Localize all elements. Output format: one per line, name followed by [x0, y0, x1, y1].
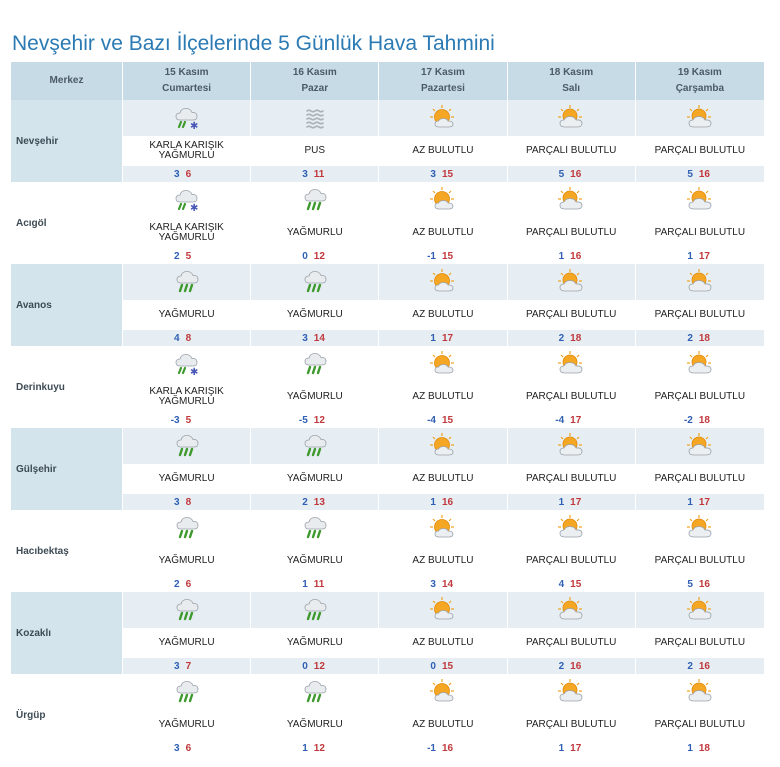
forecast-table — [11, 62, 764, 756]
forecast-temperature-row — [11, 330, 764, 346]
partly-sunny-icon — [379, 677, 506, 707]
min-temperature: -1 — [427, 742, 436, 754]
rain-icon — [123, 267, 250, 297]
weather-icon-cell — [123, 592, 251, 628]
weather-icon-cell — [508, 592, 636, 628]
min-temperature: 3 — [174, 742, 180, 754]
weather-condition-text: PARÇALI BULUTLU — [508, 136, 636, 166]
temperature-cell — [636, 248, 764, 264]
weather-icon-cell — [636, 264, 764, 300]
min-temperature: 3 — [174, 660, 180, 672]
weather-condition-text: PARÇALI BULUTLU — [508, 382, 636, 412]
weather-condition-text: AZ BULUTLU — [379, 382, 507, 412]
weather-icon-cell — [123, 100, 251, 136]
location-name: Ürgüp — [11, 674, 123, 756]
temperature-cell — [251, 248, 379, 264]
partly-sunny-icon — [379, 595, 506, 625]
min-temperature: 3 — [430, 168, 436, 180]
partly-cloudy-icon — [508, 595, 635, 625]
partly-cloudy-icon — [508, 513, 635, 543]
max-temperature: 18 — [698, 742, 710, 754]
day-header — [251, 62, 379, 100]
min-temperature: 2 — [687, 660, 693, 672]
weather-condition-text: YAĞMURLU — [123, 464, 251, 494]
weather-icon-cell — [379, 674, 507, 710]
temperature-cell — [251, 494, 379, 510]
rain-icon — [251, 513, 378, 543]
rain-icon — [251, 677, 378, 707]
min-temperature: 2 — [174, 250, 180, 262]
temperature-cell — [123, 494, 251, 510]
weather-condition-text: YAĞMURLU — [251, 628, 379, 658]
weather-icon-cell — [251, 182, 379, 218]
rain-icon — [251, 349, 378, 379]
max-temperature: 12 — [313, 414, 325, 426]
forecast-temperature-row — [11, 166, 764, 182]
partly-cloudy-icon — [508, 267, 635, 297]
temperature-cell — [508, 248, 636, 264]
rain-icon — [251, 595, 378, 625]
max-temperature: 8 — [185, 496, 192, 508]
weather-condition-text: YAĞMURLU — [123, 546, 251, 576]
weather-condition-text: YAĞMURLU — [251, 218, 379, 248]
day-weekday: Çarşamba — [675, 83, 725, 94]
temperature-cell — [123, 248, 251, 264]
weather-condition-text: YAĞMURLU — [251, 382, 379, 412]
temperature-cell — [508, 658, 636, 674]
weather-icon-cell — [123, 510, 251, 546]
min-temperature: 5 — [687, 168, 693, 180]
temperature-cell — [508, 494, 636, 510]
weather-condition-text: YAĞMURLU — [251, 464, 379, 494]
weather-icon-cell — [379, 510, 507, 546]
partly-cloudy-icon — [508, 185, 635, 215]
weather-icon-cell — [251, 100, 379, 136]
min-temperature: 1 — [302, 578, 308, 590]
min-temperature: 0 — [302, 250, 308, 262]
min-temperature: 3 — [430, 578, 436, 590]
partly-cloudy-icon — [636, 513, 764, 543]
min-temperature: 2 — [558, 660, 565, 672]
forecast-condition-row — [11, 382, 764, 412]
weather-condition-text: PARÇALI BULUTLU — [508, 628, 636, 658]
min-temperature: 1 — [687, 742, 693, 754]
weather-condition-text: YAĞMURLU — [123, 710, 251, 740]
rain-icon — [251, 431, 378, 461]
temperature-cell — [508, 576, 636, 592]
weather-condition-text: KARLA KARIŞIK YAĞMURLU — [123, 136, 251, 166]
temperature-cell — [251, 658, 379, 674]
partly-cloudy-icon — [636, 185, 764, 215]
weather-icon-cell — [508, 346, 636, 382]
rain-icon — [123, 431, 250, 461]
max-temperature: 11 — [313, 578, 325, 590]
min-temperature: 1 — [430, 496, 436, 508]
max-temperature: 18 — [698, 332, 710, 344]
forecast-condition-row — [11, 546, 764, 576]
weather-condition-text: PARÇALI BULUTLU — [508, 464, 636, 494]
partly-cloudy-icon — [508, 349, 635, 379]
max-temperature: 16 — [570, 168, 582, 180]
weather-icon-cell — [508, 674, 636, 710]
partly-sunny-icon — [379, 267, 506, 297]
max-temperature: 5 — [185, 414, 192, 426]
max-temperature: 16 — [698, 578, 710, 590]
max-temperature: 13 — [313, 496, 325, 508]
weather-condition-text: AZ BULUTLU — [379, 628, 507, 658]
min-temperature: 3 — [174, 496, 180, 508]
temperature-cell — [123, 330, 251, 346]
day-header — [508, 62, 636, 100]
location-name: Nevşehir — [11, 100, 123, 182]
weather-condition-text: AZ BULUTLU — [379, 300, 507, 330]
fog-icon — [251, 103, 378, 133]
forecast-icon-row — [11, 346, 764, 382]
max-temperature: 15 — [570, 578, 582, 590]
temperature-cell — [508, 166, 636, 182]
location-name: Gülşehir — [11, 428, 123, 510]
max-temperature: 16 — [570, 250, 582, 262]
day-weekday: Cumartesi — [162, 83, 212, 94]
weather-icon-cell — [123, 264, 251, 300]
temperature-cell — [508, 740, 636, 756]
forecast-icon-row — [11, 428, 764, 464]
min-temperature: -4 — [427, 414, 436, 426]
min-temperature: 1 — [687, 250, 693, 262]
temperature-cell — [636, 740, 764, 756]
weather-condition-text: PARÇALI BULUTLU — [636, 464, 764, 494]
page-title: Nevşehir ve Bazı İlçelerinde 5 Günlük Hava Tahmini — [12, 32, 495, 56]
max-temperature: 16 — [441, 742, 454, 754]
temperature-cell — [636, 494, 764, 510]
weather-condition-text: PARÇALI BULUTLU — [636, 628, 764, 658]
max-temperature: 17 — [698, 250, 710, 262]
min-temperature: 0 — [302, 660, 308, 672]
partly-sunny-icon — [379, 431, 506, 461]
partly-cloudy-icon — [636, 431, 764, 461]
min-temperature: -5 — [298, 414, 308, 426]
weather-condition-text: KARLA KARIŞIK YAĞMURLU — [123, 382, 251, 412]
partly-cloudy-icon — [636, 267, 764, 297]
forecast-icon-row — [11, 674, 764, 710]
weather-condition-text: KARLA KARIŞIK YAĞMURLU — [123, 218, 251, 248]
min-temperature: 0 — [430, 660, 436, 672]
weather-condition-text: PARÇALI BULUTLU — [654, 719, 746, 730]
max-temperature: 15 — [441, 660, 454, 672]
max-temperature: 17 — [570, 414, 582, 426]
sleet-icon — [123, 103, 250, 133]
temperature-cell — [251, 166, 379, 182]
day-date: 16 Kasım — [292, 67, 337, 78]
temperature-cell — [379, 576, 507, 592]
weather-icon-cell — [508, 510, 636, 546]
temperature-cell — [123, 576, 251, 592]
temperature-cell — [379, 330, 507, 346]
temperature-cell — [251, 740, 379, 756]
weather-condition-text: AZ BULUTLU — [379, 710, 507, 740]
min-temperature: 3 — [174, 168, 180, 180]
weather-condition-text: PARÇALI BULUTLU — [636, 136, 764, 166]
forecast-temperature-row — [11, 412, 764, 428]
rain-icon — [123, 677, 250, 707]
forecast-temperature-row — [11, 658, 764, 674]
partly-sunny-icon — [379, 349, 506, 379]
forecast-condition-row — [11, 628, 764, 658]
max-temperature: 17 — [570, 496, 582, 508]
max-temperature: 12 — [313, 660, 325, 672]
weather-icon-cell — [251, 510, 379, 546]
min-temperature: 2 — [558, 332, 565, 344]
weather-icon-cell — [379, 182, 507, 218]
weather-icon-cell — [379, 264, 507, 300]
partly-sunny-icon — [379, 103, 506, 133]
min-temperature: 5 — [558, 168, 565, 180]
max-temperature: 12 — [313, 742, 325, 754]
max-temperature: 11 — [313, 168, 325, 180]
max-temperature: 16 — [698, 660, 710, 672]
weather-condition-text: YAĞMURLU — [251, 546, 379, 576]
min-temperature: -3 — [170, 414, 180, 426]
min-temperature: 2 — [302, 496, 308, 508]
location-name: Derinkuyu — [11, 346, 123, 428]
svg-text:✱: ✱ — [189, 203, 198, 214]
forecast-icon-row — [11, 592, 764, 628]
sleet-icon — [123, 349, 250, 379]
min-temperature: 2 — [174, 578, 180, 590]
rain-icon — [251, 267, 378, 297]
sleet-icon — [123, 185, 250, 215]
weather-icon-cell — [123, 428, 251, 464]
weather-icon-cell — [251, 592, 379, 628]
weather-icon-cell — [123, 346, 251, 382]
weather-icon-cell — [508, 264, 636, 300]
temperature-cell — [379, 166, 507, 182]
partly-cloudy-icon — [636, 677, 764, 707]
rain-icon — [123, 595, 250, 625]
partly-cloudy-icon — [508, 677, 635, 707]
max-temperature: 6 — [185, 168, 192, 180]
day-date: 17 Kasım — [421, 67, 465, 78]
forecast-condition-row — [11, 218, 764, 248]
weather-icon-cell — [636, 346, 764, 382]
weather-icon-cell — [636, 674, 764, 710]
rain-icon — [251, 185, 378, 215]
partly-cloudy-icon — [508, 431, 635, 461]
day-weekday: Salı — [562, 83, 581, 94]
temperature-cell — [379, 248, 507, 264]
location-name: Acıgöl — [11, 182, 123, 264]
temperature-cell — [508, 412, 636, 428]
weather-icon-cell — [379, 428, 507, 464]
max-temperature: 14 — [313, 332, 325, 344]
weather-condition-text: AZ BULUTLU — [379, 136, 507, 166]
weather-condition-text: PARÇALI BULUTLU — [508, 546, 636, 576]
min-temperature: 1 — [558, 250, 565, 262]
max-temperature: 12 — [313, 250, 325, 262]
forecast-icon-row — [11, 100, 764, 136]
min-temperature: 1 — [302, 742, 308, 754]
weather-icon-cell — [123, 182, 251, 218]
weather-icon-cell — [636, 510, 764, 546]
temperature-cell — [636, 576, 764, 592]
day-date: 19 Kasım — [677, 67, 722, 78]
min-temperature: 3 — [302, 332, 308, 344]
max-temperature: 8 — [185, 332, 192, 344]
min-temperature: -2 — [683, 414, 693, 426]
min-temperature: 4 — [174, 332, 180, 344]
weather-condition-text: YAĞMURLU — [251, 710, 379, 740]
max-temperature: 18 — [570, 332, 582, 344]
forecast-temperature-row — [11, 576, 764, 592]
weather-condition-text: PARÇALI BULUTLU — [508, 300, 636, 330]
partly-cloudy-icon — [636, 349, 764, 379]
day-weekday: Pazartesi — [421, 83, 465, 94]
max-temperature: 18 — [698, 414, 710, 426]
weather-icon-cell — [636, 428, 764, 464]
forecast-condition-row — [11, 464, 764, 494]
temperature-cell — [123, 166, 251, 182]
temperature-cell — [123, 412, 251, 428]
day-header — [379, 62, 507, 100]
temperature-cell — [123, 740, 251, 756]
temperature-cell — [251, 330, 379, 346]
max-temperature: 16 — [570, 660, 582, 672]
min-temperature: 3 — [302, 168, 308, 180]
temperature-cell — [636, 412, 764, 428]
weather-condition-text: AZ BULUTLU — [379, 546, 507, 576]
temperature-cell — [636, 166, 764, 182]
min-temperature: -4 — [555, 414, 565, 426]
day-date: 15 Kasım — [164, 67, 209, 78]
weather-icon-cell — [508, 428, 636, 464]
location-name: Kozaklı — [11, 592, 123, 674]
forecast-condition-row — [11, 710, 764, 740]
weather-icon-cell — [251, 674, 379, 710]
temperature-cell — [379, 412, 507, 428]
temperature-cell — [379, 658, 507, 674]
partly-cloudy-icon — [636, 103, 764, 133]
weather-condition-text: PUS — [251, 136, 379, 166]
partly-cloudy-icon — [636, 595, 764, 625]
weather-icon-cell — [123, 674, 251, 710]
temperature-cell — [123, 658, 251, 674]
min-temperature: 5 — [687, 578, 693, 590]
max-temperature: 17 — [441, 332, 454, 344]
min-temperature: 1 — [430, 332, 436, 344]
forecast-icon-row — [11, 182, 764, 218]
min-temperature: 4 — [558, 578, 565, 590]
weather-condition-text: AZ BULUTLU — [379, 218, 507, 248]
weather-icon-cell — [379, 346, 507, 382]
weather-condition-text: YAĞMURLU — [123, 300, 251, 330]
partly-cloudy-icon — [508, 103, 635, 133]
max-temperature: 6 — [185, 742, 192, 754]
forecast-icon-row — [11, 510, 764, 546]
weather-condition-text: AZ BULUTLU — [379, 464, 507, 494]
forecast-icon-row — [11, 264, 764, 300]
partly-sunny-icon — [379, 513, 506, 543]
forecast-temperature-row — [11, 248, 764, 264]
max-temperature: 16 — [698, 168, 710, 180]
weather-condition-text: PARÇALI BULUTLU — [654, 227, 746, 238]
weather-icon-cell — [636, 100, 764, 136]
table-header-row — [11, 62, 764, 100]
svg-text:✱: ✱ — [189, 121, 198, 132]
rain-icon — [123, 513, 250, 543]
weather-icon-cell — [636, 592, 764, 628]
day-header — [123, 62, 251, 100]
location-column-header: Merkez — [11, 62, 123, 100]
temperature-cell — [508, 330, 636, 346]
weather-icon-cell — [508, 182, 636, 218]
weather-condition-text: PARÇALI BULUTLU — [636, 300, 764, 330]
temperature-cell — [636, 658, 764, 674]
weather-icon-cell — [379, 592, 507, 628]
temperature-cell — [251, 576, 379, 592]
forecast-condition-row — [11, 136, 764, 166]
min-temperature: 1 — [558, 742, 565, 754]
temperature-cell — [379, 494, 507, 510]
min-temperature: 1 — [558, 496, 565, 508]
min-temperature: 2 — [687, 332, 693, 344]
min-temperature: -1 — [427, 250, 436, 262]
temperature-cell — [251, 412, 379, 428]
temperature-cell — [636, 330, 764, 346]
day-weekday: Pazar — [301, 83, 329, 94]
max-temperature: 14 — [441, 578, 454, 590]
max-temperature: 5 — [185, 250, 192, 262]
max-temperature: 15 — [441, 168, 454, 180]
max-temperature: 17 — [698, 496, 710, 508]
weather-condition-text: PARÇALI BULUTLU — [508, 218, 636, 248]
weather-condition-text: YAĞMURLU — [251, 300, 379, 330]
max-temperature: 15 — [441, 414, 454, 426]
weather-condition-text: PARÇALI BULUTLU — [508, 710, 636, 740]
max-temperature: 15 — [441, 250, 454, 262]
temperature-cell — [379, 740, 507, 756]
weather-icon-cell — [508, 100, 636, 136]
weather-icon-cell — [251, 264, 379, 300]
weather-icon-cell — [636, 182, 764, 218]
day-date: 18 Kasım — [549, 67, 594, 78]
svg-text:✱: ✱ — [189, 367, 198, 378]
forecast-temperature-row — [11, 494, 764, 510]
forecast-temperature-row — [11, 740, 764, 756]
weather-condition-text: PARÇALI BULUTLU — [654, 555, 746, 566]
day-header — [636, 62, 764, 100]
weather-icon-cell — [251, 346, 379, 382]
max-temperature: 16 — [441, 496, 454, 508]
min-temperature: 1 — [687, 496, 693, 508]
max-temperature: 17 — [570, 742, 582, 754]
partly-sunny-icon — [379, 185, 506, 215]
forecast-condition-row — [11, 300, 764, 330]
location-name: Avanos — [11, 264, 123, 346]
weather-icon-cell — [251, 428, 379, 464]
max-temperature: 7 — [185, 660, 192, 672]
weather-icon-cell — [379, 100, 507, 136]
max-temperature: 6 — [185, 578, 192, 590]
weather-condition-text: PARÇALI BULUTLU — [654, 391, 746, 402]
weather-condition-text: YAĞMURLU — [123, 628, 251, 658]
location-name: Hacıbektaş — [11, 510, 123, 592]
